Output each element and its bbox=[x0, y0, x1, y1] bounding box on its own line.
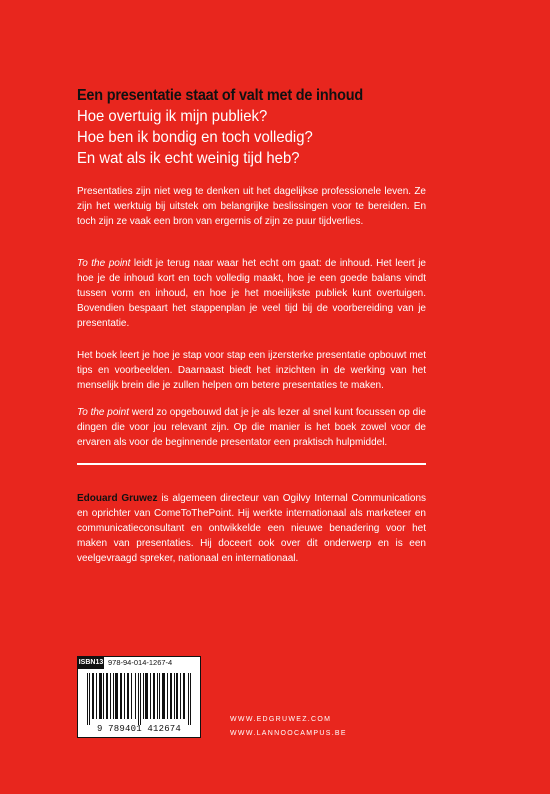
paragraph-3 bbox=[77, 348, 426, 393]
barcode-bars bbox=[87, 673, 193, 725]
book-title-ref: To the point bbox=[77, 407, 129, 418]
divider-line bbox=[77, 463, 426, 465]
author-name: Edouard Gruwez bbox=[77, 493, 158, 504]
paragraph-4 bbox=[77, 405, 426, 450]
headline-question-2: Hoe ben ik bondig en toch volledig? bbox=[77, 129, 313, 146]
isbn-header bbox=[78, 657, 200, 669]
paragraph-3-text: Het boek leert je hoe je stap voor stap een ijzersterke presentatie opbouwt met tips en voorbeelden. Daarnaast biedt het inzichten in de werking van het menselijk brein die je zullen helpen om betere presentaties te maken. bbox=[77, 350, 426, 391]
paragraph-1-text: Presentaties zijn niet weg te denken uit het dagelijkse professionele leven. Ze zijn het werktuig bij uitstek om belangrijke beslissingen voor te bereiden. En toch zijn ze vaak een bron van ergernis of zijn ze puur tijdverlies. bbox=[77, 186, 426, 227]
author-bio bbox=[77, 491, 426, 566]
url-publisher[interactable]: WWW.LANNOOCAMPUS.BE bbox=[230, 730, 347, 737]
book-title-ref: To the point bbox=[77, 258, 131, 269]
paragraph-1 bbox=[77, 184, 426, 229]
isbn-number: 978-94-014-1267-4 bbox=[108, 658, 173, 667]
headline-block bbox=[77, 86, 477, 169]
barcode-number: 9 789401 412674 bbox=[96, 724, 181, 734]
paragraph-2-text: leidt je terug naar waar het echt om gaat: de inhoud. Het leert je hoe je de inhoud kort en toch volledig maakt, hoe je een goede balans vindt tussen vorm en inhoud, en hoe je het moeilijkste publiek kunt overtuigen. Bovendien bespaart het stappenplan je veel tijd bij de voorbereiding van je presentatie. bbox=[77, 258, 426, 329]
headline-question-1: Hoe overtuig ik mijn publiek? bbox=[77, 108, 268, 125]
website-links bbox=[230, 713, 347, 741]
isbn-label: ISBN13 bbox=[78, 657, 104, 669]
isbn-barcode bbox=[77, 656, 201, 738]
paragraph-2 bbox=[77, 256, 426, 331]
author-bio-text: is algemeen directeur van Ogilvy Internal Communications en oprichter van ComeToThePoint. Hij werkte internationaal als marketeer en communicatieconsultant en ontwikkelde een nieuwe benadering voor het maken van presentaties. Hij doceert ook over dit onderwerp en is een veelgevraagd spreker, nationaal en internationaal. bbox=[77, 493, 427, 564]
headline-lead: Een presentatie staat of valt met de inhoud bbox=[77, 87, 363, 104]
headline-question-3: En wat als ik echt weinig tijd heb? bbox=[77, 150, 300, 167]
paragraph-4-text: werd zo opgebouwd dat je je als lezer al snel kunt focussen op die dingen die voor jou relevant zijn. Op die manier is het boek zowel voor de ervaren als voor de beginnende presentator een praktisch hulpmiddel. bbox=[77, 407, 426, 448]
url-author[interactable]: WWW.EDGRUWEZ.COM bbox=[230, 716, 332, 723]
